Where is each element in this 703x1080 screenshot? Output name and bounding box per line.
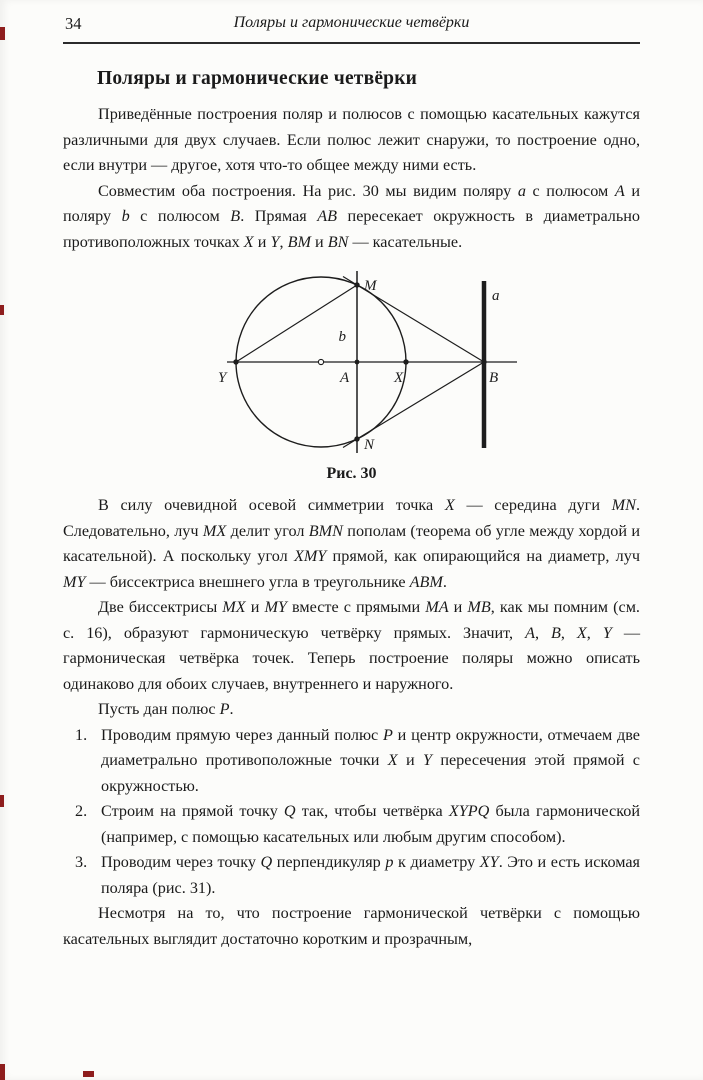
list-item-text: Проводим через точку Q перпендикуляр p к диаметру XY. Это и есть искомая поляра (рис. 31). [101,853,640,897]
point-X [403,359,408,364]
body-paragraph-4: Две биссектрисы MX и MY вместе с прямыми MA и MB, как мы помним (см. с. 16), образуют гармоническую четвёрку прямых. Значит, A, B, X, Y — гармоническая четвёрка точек. Теперь построение поляры можно описать одинаково для обоих случаев, внутреннего и наружного. [63,598,641,693]
label-A: A [340,370,350,386]
figure-30-drawing [169,265,534,463]
figure-30 [63,265,640,485]
scan-artifact [0,27,5,40]
scan-artifact [0,1064,5,1080]
section-title: Поляры и гармонические четвёрки [97,68,418,89]
list-item [75,723,640,800]
list-item-text: Строим на прямой точку Q так, чтобы четвёрка XYPQ была гармонической (например, с помощью касательных или любым другим способом). [101,802,640,846]
list-item-text: Проводим прямую через данный полюс P и центр окружности, отмечаем две диаметрально противоположные точки X и Y пересечения этой прямой с окружностью. [101,725,640,795]
page-number: 34 [65,14,82,33]
page-header [63,14,640,44]
body-paragraph-3: В силу очевидной осевой симметрии точка X — середина дуги MN. Следовательно, луч MX делит угол BMN пополам (теорема об угле между хордой и касательной). А поскольку угол XMY прямой, как опирающийся на диаметр, луч MY — биссектриса внешнего угла в треугольнике ABM. [63,496,640,591]
list-item-number: 2. [75,802,88,820]
body-paragraph-6: Несмотря на то, что построение гармонической четвёрки с помощью касательных выглядит достаточно коротким и прозрачным, [63,904,640,948]
label-a: a [492,288,500,304]
scan-artifact [0,305,4,315]
scan-artifact [83,1071,94,1077]
list-item [75,850,640,901]
label-Y: Y [218,370,227,386]
point-B [481,359,486,364]
tangent-line-bn [343,362,484,448]
label-b: b [338,329,346,345]
scan-artifact [0,795,4,807]
label-M: M [364,278,377,294]
point-N [354,436,359,441]
body-paragraph-1: Приведённые построения поляр и полюсов с помощью касательных кажутся различными для двух случаев. Если полюс лежит снаружи, то построение одно, если внутри — другое, хотя что-то общее между ними есть. [63,105,640,174]
line-ym [236,285,357,362]
point-M [354,282,359,287]
label-B: B [489,370,499,386]
label-X: X [394,370,404,386]
label-N: N [364,437,375,453]
list-item [75,799,640,850]
construction-steps-list [75,723,640,902]
body-paragraph-2: Совместим оба построения. На рис. 30 мы видим поляру a с полюсом A и поляру b с полюсом B. Прямая AB пересекает окружность в диаметрально противоположных точках X и Y, BM и BN — касательные. [63,181,640,251]
body-paragraph-5: Пусть дан полюс P. [98,700,234,718]
running-head: Поляры и гармонические четвёрки [233,14,470,31]
figure-caption: Рис. 30 [326,465,377,482]
point-Y [233,359,238,364]
center-point [318,359,323,364]
list-item-number: 1. [75,725,88,744]
list-item-number: 3. [75,853,88,871]
point-A [355,360,360,365]
